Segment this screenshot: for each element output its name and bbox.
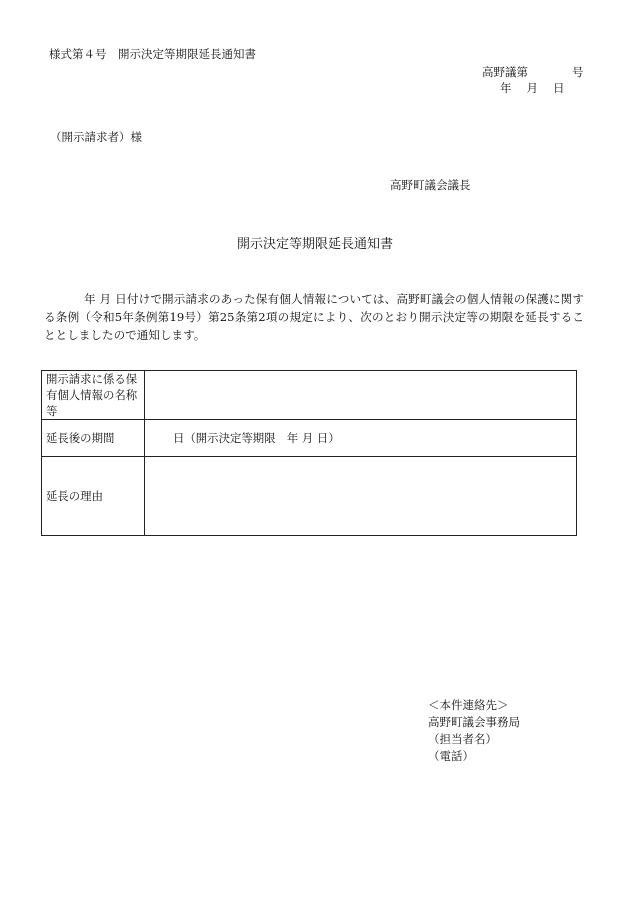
body-paragraph: 年 月 日付けで開示請求のあった保有個人情報については、高野町議会の個人情報の保護に関する条例（令和5年条例第19号）第25条第2項の規定により、次のとおり開示決定等の期限を延長することとしましたので通知します。 bbox=[44, 292, 584, 342]
contact-office: 高野町議会事務局 bbox=[428, 715, 520, 729]
document-number-suffix: 号 bbox=[572, 65, 584, 79]
document-date bbox=[500, 80, 565, 96]
date-year: 年 bbox=[500, 81, 512, 95]
date-month: 月 bbox=[526, 81, 538, 95]
table-label-period: 延長後の期間 bbox=[42, 420, 145, 457]
contact-phone: （電話） bbox=[428, 749, 474, 763]
contact-person: （担当者名） bbox=[428, 732, 497, 746]
document-title: 開示決定等期限延長通知書 bbox=[236, 237, 393, 252]
form-number: 様式第４号 開示決定等期限延長通知書 bbox=[49, 47, 256, 61]
info-table bbox=[41, 370, 577, 536]
table-value-subject bbox=[145, 371, 577, 420]
recipient: （開示請求者）様 bbox=[50, 130, 142, 144]
table-value-reason bbox=[145, 457, 577, 536]
table-row-reason bbox=[42, 457, 577, 536]
sender: 高野町議会議長 bbox=[390, 178, 471, 192]
table-label-reason: 延長の理由 bbox=[42, 457, 145, 536]
table-row-period bbox=[42, 420, 577, 457]
date-day: 日 bbox=[553, 81, 565, 95]
table-value-period: 日（開示決定等期限 年 月 日） bbox=[145, 420, 577, 457]
contact-block bbox=[428, 697, 520, 765]
document-number-prefix: 高野議第 bbox=[482, 65, 528, 79]
table-row-subject bbox=[42, 371, 577, 420]
table-label-subject: 開示請求に係る保有個人情報の名称等 bbox=[42, 371, 145, 420]
contact-heading: ＜本件連絡先＞ bbox=[428, 698, 509, 712]
document-number bbox=[482, 64, 584, 80]
